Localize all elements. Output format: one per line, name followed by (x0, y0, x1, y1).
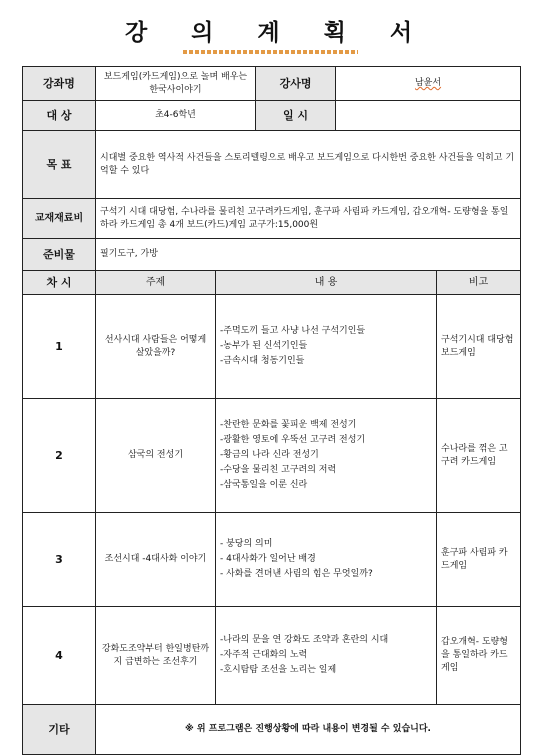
schedule-header-row (23, 271, 521, 295)
content-header: 내 용 (216, 271, 437, 295)
session-row (23, 607, 521, 705)
session-note: 구석기시대 대당험 보드게임 (437, 295, 521, 399)
course-label: 강좌명 (23, 67, 96, 101)
etc-label: 기타 (23, 705, 96, 755)
goal-row (23, 131, 521, 199)
content-item: -삼국통일을 이룬 신라 (220, 480, 308, 490)
session-row (23, 399, 521, 513)
title-underline (183, 50, 358, 54)
prep-text: 필기도구, 가방 (96, 239, 521, 271)
session-note: 갑오개혁- 도량형을 통일하라 카드게임 (437, 607, 521, 705)
course-name: 보드게임(카드게임)으로 놀며 배우는 한국사이야기 (96, 67, 256, 101)
content-item: -금속시대 청동기인들 (220, 356, 305, 366)
session-content (216, 295, 437, 399)
session-number: 2 (23, 399, 96, 513)
content-item: -주먹도끼 들고 사냥 나선 구석기인들 (220, 326, 366, 336)
content-item: - 붕당의 의미 (220, 539, 273, 549)
teacher-label: 강사명 (256, 67, 336, 101)
materials-label: 교재재료비 (23, 199, 96, 239)
session-header: 차 시 (23, 271, 96, 295)
topic-header: 주제 (96, 271, 216, 295)
session-content (216, 513, 437, 607)
session-topic: 강화도조약부터 한일병탄까지 급변하는 조선후기 (96, 607, 216, 705)
session-note: 훈구파 사림파 카드게임 (437, 513, 521, 607)
content-item: -찬란한 문화를 꽃피운 백제 전성기 (220, 420, 357, 430)
materials-row (23, 199, 521, 239)
session-number: 3 (23, 513, 96, 607)
session-number: 1 (23, 295, 96, 399)
target-row (23, 101, 521, 131)
content-item: -나라의 문을 연 강화도 조약과 혼란의 시대 (220, 635, 389, 645)
content-item: -황금의 나라 신라 전성기 (220, 450, 319, 460)
page-title: 강 의 계 획 서 (0, 14, 537, 47)
session-row (23, 513, 521, 607)
session-note: 수나라를 꺾은 고구려 카드게임 (437, 399, 521, 513)
prep-label: 준비물 (23, 239, 96, 271)
etc-text: ※ 위 프로그램은 진행상황에 따라 내용이 변경될 수 있습니다. (96, 705, 521, 755)
session-row (23, 295, 521, 399)
prep-row (23, 239, 521, 271)
lecture-plan-table (22, 66, 521, 755)
content-item: -자주적 근대화의 노력 (220, 650, 308, 660)
session-topic: 조선시대 -4대사화 이야기 (96, 513, 216, 607)
target-value: 초4-6학년 (96, 101, 256, 131)
note-header: 비고 (437, 271, 521, 295)
etc-row (23, 705, 521, 755)
date-value (336, 101, 521, 131)
date-label: 일 시 (256, 101, 336, 131)
target-label: 대 상 (23, 101, 96, 131)
session-topic: 선사시대 사람들은 어떻게 살았을까? (96, 295, 216, 399)
session-content (216, 607, 437, 705)
content-item: -농부가 된 신석기인들 (220, 341, 308, 351)
content-item: -수당을 물리친 고구려의 저력 (220, 465, 337, 475)
content-item: - 사화를 견뎌낸 사림의 힘은 무엇일까? (220, 569, 373, 579)
content-item: - 4대사화가 일어난 배경 (220, 554, 316, 564)
goal-label: 목 표 (23, 131, 96, 199)
session-content (216, 399, 437, 513)
session-topic: 삼국의 전성기 (96, 399, 216, 513)
teacher-name: 남윤서 (336, 67, 521, 101)
content-item: -호시탐탐 조선을 노리는 일제 (220, 665, 337, 675)
course-row (23, 67, 521, 101)
materials-text: 구석기 시대 대당험, 수나라를 물리친 고구려카드게임, 훈구파 사림파 카드게임, 갑오개혁- 도량형을 통일하라 카드게임 총 4개 보드(카드)게임 교구가:15,000원 (96, 199, 521, 239)
goal-text: 시대별 중요한 역사적 사건들을 스토리텔링으로 배우고 보드게임으로 다시한번 중요한 사건들을 익히고 기억할 수 있다 (96, 131, 521, 199)
content-item: -광활한 영토에 우뚝선 고구려 전성기 (220, 435, 366, 445)
session-number: 4 (23, 607, 96, 705)
